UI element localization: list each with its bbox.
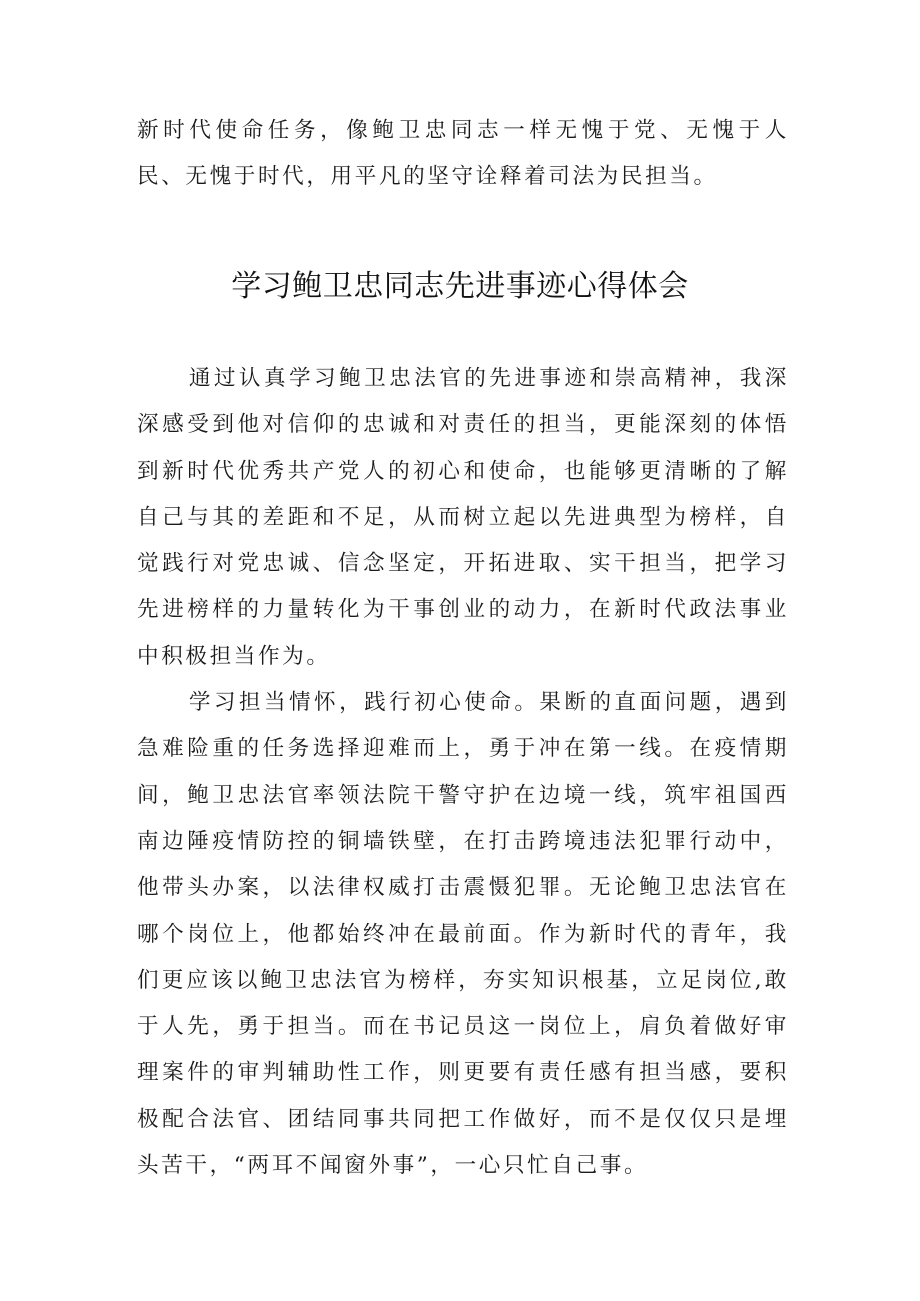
document-body [137,356,789,1189]
paragraph-1: 通过认真学习鲍卫忠法官的先进事迹和崇高精神，我深深感受到他对信仰的忠诚和对责任的担当，更能深刻的体悟到新时代优秀共产党人的初心和使命，也能够更清晰的了解自己与其的差距和不足，从而树立起以先进典型为榜样，自觉践行对党忠诚、信念坚定，开拓进取、实干担当，把学习先进榜样的力量转化为干事创业的动力，在新时代政法事业中积极担当作为。 [137,366,789,669]
continuation-paragraph: 新时代使命任务，像鲍卫忠同志一样无愧于党、无愧于人民、无愧于时代，用平凡的坚守诠释着司法为民担当。 [137,118,789,190]
paragraph-2: 学习担当情怀，践行初心使命。果断的直面问题，遇到急难险重的任务选择迎难而上，勇于冲在第一线。在疫情期间，鲍卫忠法官率领法院干警守护在边境一线，筑牢祖国西南边陲疫情防控的铜墙铁壁，在打击跨境违法犯罪行动中，他带头办案，以法律权威打击震慑犯罪。无论鲍卫忠法官在哪个岗位上，他都始终冲在最前面。作为新时代的青年，我们更应该以鲍卫忠法官为榜样，夯实知识根基，立足岗位,敢于人先，勇于担当。而在书记员这一岗位上，肩负着做好审理案件的审判辅助性工作，则更要有责任感有担当感，要积极配合法官、团结同事共同把工作做好，而不是仅仅只是埋头苦干，“两耳不闻窗外事”，一心只忙自己事。 [137,690,789,1179]
document-title: 学习鲍卫忠同志先进事迹心得体会 [231,269,689,304]
